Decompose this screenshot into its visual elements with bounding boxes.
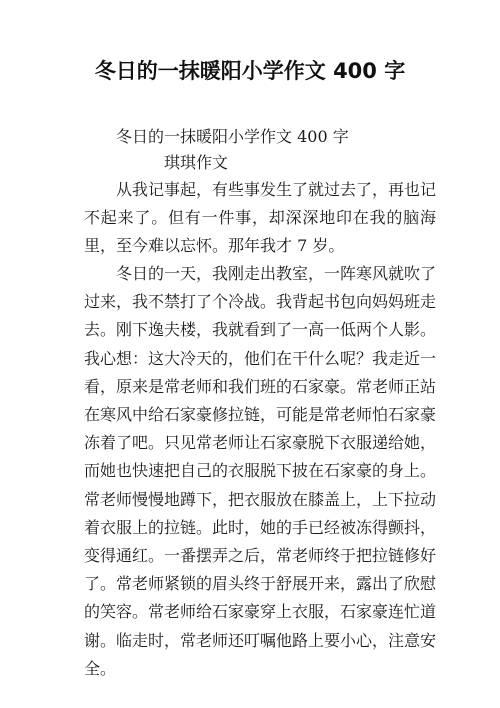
paragraph-2: 冬日的一天，我刚走出教室，一阵寒风就吹了过来，我不禁打了个冷战。我背起书包向妈妈班走去。刚下逸夫楼，我就看到了一高一低两个人影。我心想：这大冷天的，他们在干什么呢？我走近一看，原来是常老师和我们班的石家豪。常老师正站在寒风中给石家豪修拉链，可能是常老师怕石家豪冻着了吧。只见常老师让石家豪脱下衣服递给她，而她也快速把自己的衣服脱下披在石家豪的身上。常老师慢慢地蹲下，把衣服放在膝盖上，上下拉动着衣服上的拉链。此时，她的手已经被冻得颤抖，变得通红。一番摆弄之后，常老师终于把拉链修好了。常老师紧锁的眉头终于舒展开来，露出了欣慰的笑容。常老师给石家豪穿上衣服，石家豪连忙道谢。临走时，常老师还叮嘱他路上要小心，注意安全。: [84, 264, 437, 678]
paragraph-1: 从我记事起，有些事发生了就过去了，再也记不起来了。但有一件事，却深深地印在我的脑海里，至今难以忘怀。那年我才 7 岁。: [84, 180, 437, 256]
article-subtitle: 冬日的一抹暖阳小学作文 400 字: [116, 127, 349, 146]
article-author: 琪琪作文: [164, 153, 229, 172]
document-title: 冬日的一抹暖阳小学作文 400 字: [94, 59, 406, 83]
